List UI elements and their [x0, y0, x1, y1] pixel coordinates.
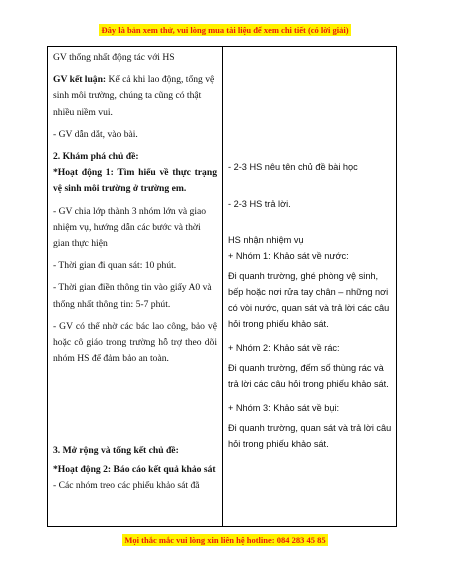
student-line: - 2-3 HS nêu tên chủ đề bài học: [228, 162, 358, 172]
lesson-table: [47, 46, 397, 527]
contact-banner-text: Mọi thắc mắc vui lòng xin liên hệ hotline: 084 283 45 85: [124, 535, 326, 545]
preview-banner-text: Đây là bản xem thử, vui lòng mua tài liệu để xem chi tiết (có lời giải): [101, 25, 349, 35]
group-heading: + Nhóm 3: Khảo sát về bụi:: [228, 403, 340, 413]
group-task: Đi quanh trường, quan sát và trả lời câu hỏi trong phiếu khảo sát.: [228, 423, 392, 449]
student-line: - 2-3 HS trả lời.: [228, 199, 291, 209]
contact-banner: [0, 535, 450, 545]
conclusion-text: Kể cả khi lao động, tổng vệ sinh môi trường, chúng ta cũng có thật nhiều niềm vui.: [53, 74, 215, 118]
conclusion-label: GV kết luận:: [53, 74, 107, 86]
teacher-line: GV thống nhất động tác với HS: [53, 52, 175, 63]
section-heading: 3. Mở rộng và tổng kết chủ đề:: [53, 445, 179, 457]
group-heading: + Nhóm 2: Khảo sát về rác:: [228, 343, 340, 353]
preview-banner: [0, 25, 450, 35]
teacher-line: - Các nhóm treo các phiếu khảo sát đã: [53, 479, 200, 491]
group-heading: + Nhóm 1: Khảo sát về nước:: [228, 251, 349, 261]
teacher-line: - GV dẫn dắt, vào bài.: [53, 128, 138, 140]
teacher-line: - GV chia lớp thành 3 nhóm lớn và giao nhiệm vụ, hướng dẫn các bước và thời gian thực hiện: [53, 205, 207, 250]
student-line: HS nhận nhiệm vụ: [228, 235, 304, 245]
column-divider: [222, 47, 223, 526]
activity-heading: *Hoạt động 1: Tìm hiểu về thực trạng vệ sinh môi trường ở trường em.: [53, 167, 217, 195]
activity-heading: *Hoạt động 2: Báo cáo kết quả khảo sát: [53, 463, 216, 475]
teacher-line: - Thời gian đi quan sát: 10 phút.: [53, 260, 177, 272]
student-task-block: [228, 232, 394, 456]
teacher-line: - GV có thể nhờ các bác lao công, bảo vệ hoặc cô giáo trong trường hỗ trợ theo dõi nhóm HS để đảm bảo an toàn.: [53, 320, 217, 365]
group-task: Đi quanh trường, đếm số thùng rác và trả lời các câu hỏi trong phiếu khảo sát.: [228, 363, 389, 389]
group-task: Đi quanh trường, ghé phòng vệ sinh, bếp hoặc nơi rửa tay chân – những nơi có vòi nước, quan sát và trả lời các câu hỏi trong phiếu khảo sát.: [228, 271, 390, 329]
teacher-activities-column: [53, 50, 217, 494]
teacher-conclusion: [53, 72, 217, 121]
section-heading: 2. Khám phá chủ đề:: [53, 151, 139, 163]
teacher-line: - Thời gian điền thông tin vào giấy A0 và thống nhất thông tin: 5-7 phút.: [53, 282, 212, 310]
